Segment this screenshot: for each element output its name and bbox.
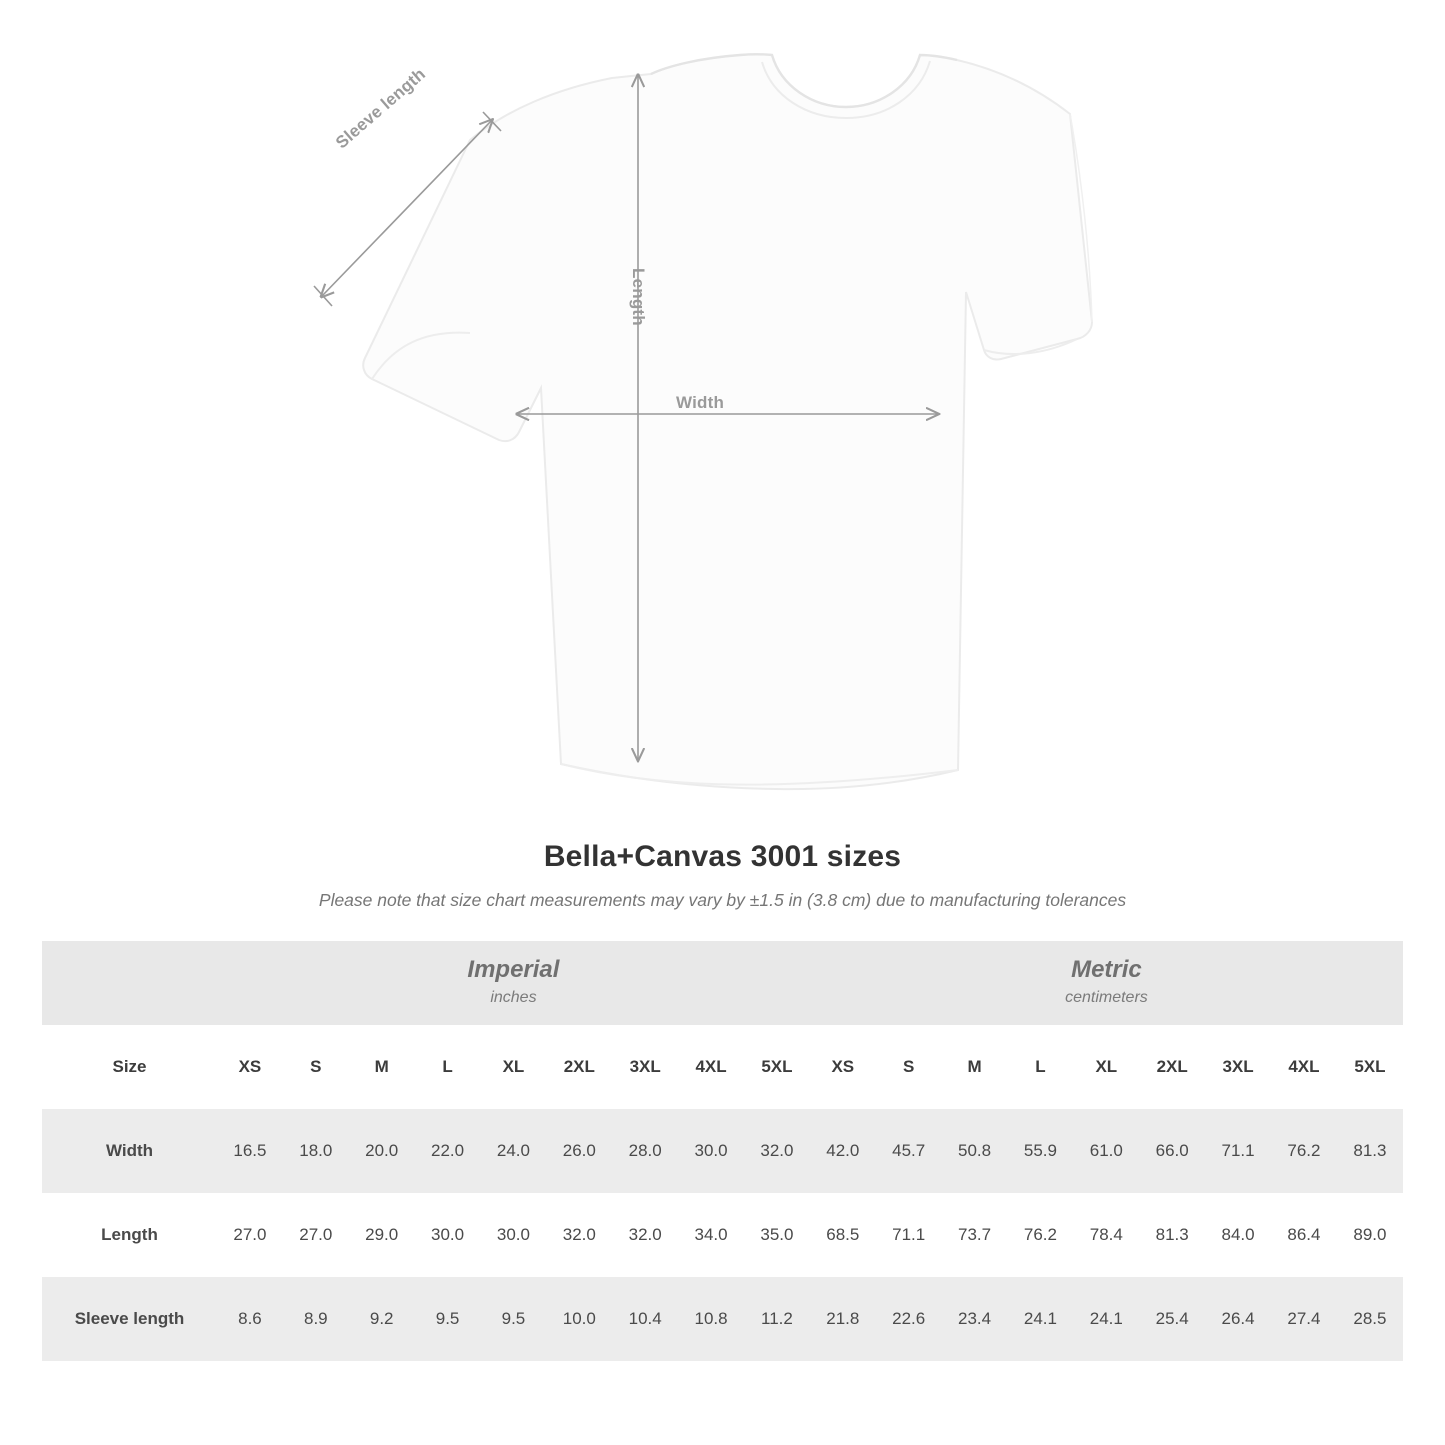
tolerance-note: Please note that size chart measurements may vary by ±1.5 in (3.8 cm) due to manufacturing tolerances <box>318 890 1127 910</box>
cell-sleeve-length-4XL-in: 10.8 <box>678 1277 744 1361</box>
cell-length-XS-cm: 68.5 <box>810 1193 876 1277</box>
row-label: Length <box>42 1193 217 1277</box>
unit-group-name: Imperial <box>467 956 560 984</box>
cell-sleeve-length-L-cm: 24.1 <box>1008 1277 1074 1361</box>
cell-sleeve-length-5XL-in: 11.2 <box>744 1277 810 1361</box>
size-table-wrapper <box>42 941 1403 1361</box>
column-header-3: L <box>415 1025 481 1109</box>
size-header: Size <box>42 1025 217 1109</box>
column-header-10: S <box>876 1025 942 1109</box>
page-title: Bella+Canvas 3001 sizes <box>543 840 902 873</box>
row-label: Sleeve length <box>42 1277 217 1361</box>
tshirt-shape <box>363 54 1092 789</box>
column-header-12: L <box>1008 1025 1074 1109</box>
unit-group-name: Metric <box>1071 956 1142 984</box>
cell-width-XL-cm: 61.0 <box>1073 1109 1139 1193</box>
cell-sleeve-length-4XL-cm: 27.4 <box>1271 1277 1337 1361</box>
cell-width-3XL-in: 28.0 <box>612 1109 678 1193</box>
cell-width-5XL-cm: 81.3 <box>1337 1109 1403 1193</box>
sleeve-length-label: Sleeve length <box>332 64 430 153</box>
cell-sleeve-length-2XL-cm: 25.4 <box>1139 1277 1205 1361</box>
cell-length-XL-cm: 78.4 <box>1073 1193 1139 1277</box>
column-header-17: 5XL <box>1337 1025 1403 1109</box>
cell-width-M-cm: 50.8 <box>942 1109 1008 1193</box>
cell-length-L-cm: 76.2 <box>1008 1193 1074 1277</box>
column-header-16: 4XL <box>1271 1025 1337 1109</box>
cell-length-S-in: 27.0 <box>283 1193 349 1277</box>
table-row <box>42 1109 1403 1193</box>
unit-group-sub: inches <box>490 989 537 1007</box>
column-header-11: M <box>942 1025 1008 1109</box>
cell-sleeve-length-XS-cm: 21.8 <box>810 1277 876 1361</box>
cell-length-3XL-cm: 84.0 <box>1205 1193 1271 1277</box>
unit-group-row <box>42 941 1403 1025</box>
column-header-6: 3XL <box>612 1025 678 1109</box>
cell-length-L-in: 30.0 <box>415 1193 481 1277</box>
cell-length-XL-in: 30.0 <box>481 1193 547 1277</box>
cell-length-2XL-cm: 81.3 <box>1139 1193 1205 1277</box>
column-header-14: 2XL <box>1139 1025 1205 1109</box>
cell-width-3XL-cm: 71.1 <box>1205 1109 1271 1193</box>
length-label: Length <box>629 268 648 326</box>
cell-length-5XL-in: 35.0 <box>744 1193 810 1277</box>
column-header-9: XS <box>810 1025 876 1109</box>
cell-length-XS-in: 27.0 <box>217 1193 283 1277</box>
cell-width-XS-in: 16.5 <box>217 1109 283 1193</box>
cell-sleeve-length-5XL-cm: 28.5 <box>1337 1277 1403 1361</box>
cell-length-S-cm: 71.1 <box>876 1193 942 1277</box>
cell-width-XL-in: 24.0 <box>481 1109 547 1193</box>
column-header-5: 2XL <box>546 1025 612 1109</box>
title-block <box>0 840 1445 911</box>
column-header-2: M <box>349 1025 415 1109</box>
cell-sleeve-length-L-in: 9.5 <box>415 1277 481 1361</box>
cell-length-5XL-cm: 89.0 <box>1337 1193 1403 1277</box>
unit-group-spacer <box>42 941 217 1025</box>
cell-width-L-in: 22.0 <box>415 1109 481 1193</box>
cell-width-4XL-cm: 76.2 <box>1271 1109 1337 1193</box>
cell-sleeve-length-XL-in: 9.5 <box>481 1277 547 1361</box>
cell-sleeve-length-2XL-in: 10.0 <box>546 1277 612 1361</box>
size-table <box>42 941 1403 1361</box>
column-header-13: XL <box>1073 1025 1139 1109</box>
unit-group-sub: centimeters <box>1065 989 1148 1007</box>
column-header-row <box>42 1025 1403 1109</box>
cell-width-L-cm: 55.9 <box>1008 1109 1074 1193</box>
cell-width-XS-cm: 42.0 <box>810 1109 876 1193</box>
column-header-4: XL <box>481 1025 547 1109</box>
cell-width-5XL-in: 32.0 <box>744 1109 810 1193</box>
table-row <box>42 1193 1403 1277</box>
column-header-1: S <box>283 1025 349 1109</box>
cell-width-4XL-in: 30.0 <box>678 1109 744 1193</box>
cell-length-2XL-in: 32.0 <box>546 1193 612 1277</box>
cell-length-M-cm: 73.7 <box>942 1193 1008 1277</box>
cell-sleeve-length-3XL-in: 10.4 <box>612 1277 678 1361</box>
cell-length-M-in: 29.0 <box>349 1193 415 1277</box>
unit-group-metric <box>810 941 1403 1025</box>
cell-sleeve-length-M-in: 9.2 <box>349 1277 415 1361</box>
cell-width-S-cm: 45.7 <box>876 1109 942 1193</box>
column-header-7: 4XL <box>678 1025 744 1109</box>
unit-group-imperial <box>217 941 810 1025</box>
cell-width-2XL-in: 26.0 <box>546 1109 612 1193</box>
cell-sleeve-length-S-in: 8.9 <box>283 1277 349 1361</box>
cell-width-M-in: 20.0 <box>349 1109 415 1193</box>
cell-sleeve-length-XL-cm: 24.1 <box>1073 1277 1139 1361</box>
cell-width-2XL-cm: 66.0 <box>1139 1109 1205 1193</box>
column-header-15: 3XL <box>1205 1025 1271 1109</box>
cell-length-4XL-cm: 86.4 <box>1271 1193 1337 1277</box>
cell-sleeve-length-3XL-cm: 26.4 <box>1205 1277 1271 1361</box>
cell-sleeve-length-S-cm: 22.6 <box>876 1277 942 1361</box>
cell-sleeve-length-M-cm: 23.4 <box>942 1277 1008 1361</box>
size-table-body <box>42 1109 1403 1361</box>
column-header-8: 5XL <box>744 1025 810 1109</box>
cell-sleeve-length-XS-in: 8.6 <box>217 1277 283 1361</box>
table-row <box>42 1277 1403 1361</box>
width-label: Width <box>676 393 725 412</box>
cell-width-S-in: 18.0 <box>283 1109 349 1193</box>
cell-length-3XL-in: 32.0 <box>612 1193 678 1277</box>
cell-length-4XL-in: 34.0 <box>678 1193 744 1277</box>
column-header-0: XS <box>217 1025 283 1109</box>
row-label: Width <box>42 1109 217 1193</box>
